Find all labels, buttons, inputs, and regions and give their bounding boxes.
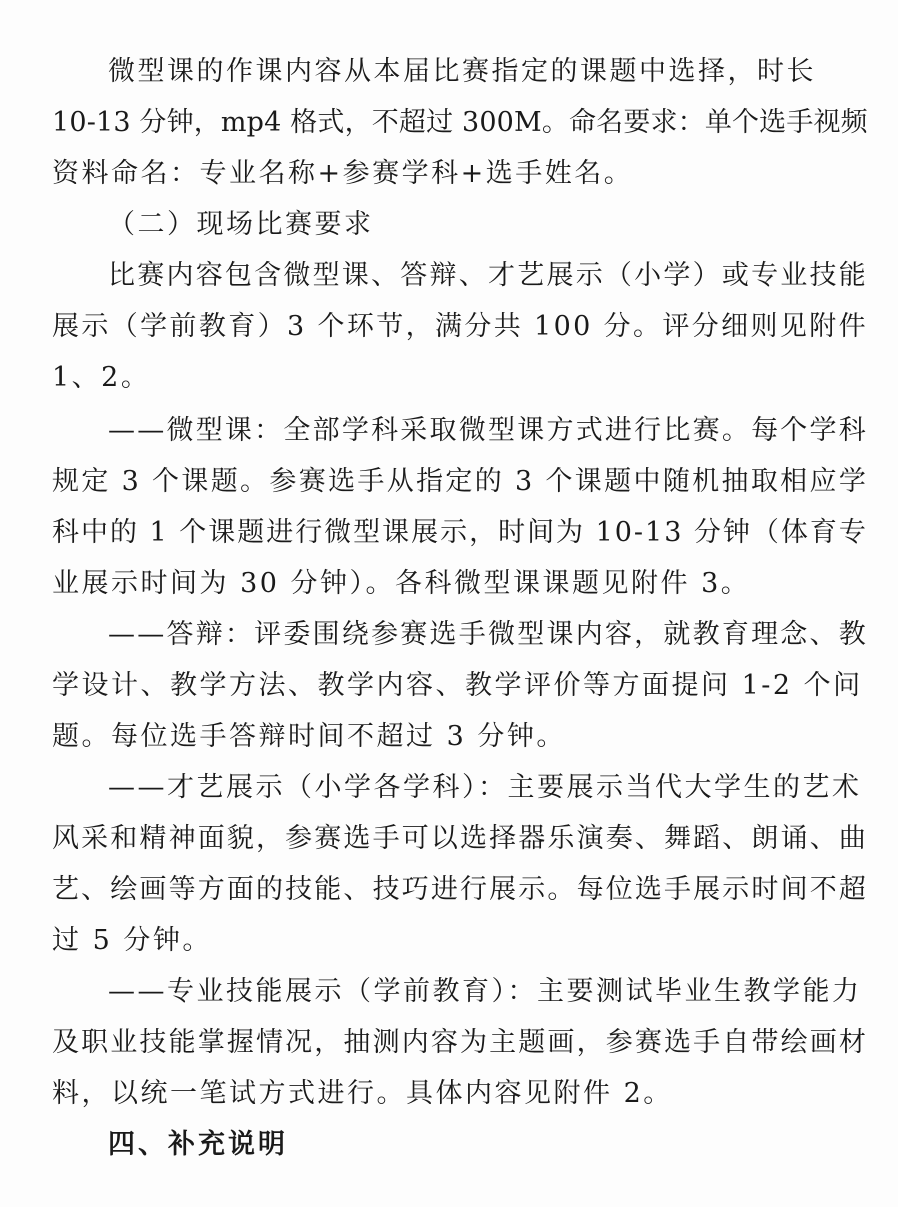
paragraph-3-line-2: 规定 3 个课题。参赛选手从指定的 3 个课题中随机抽取相应学 bbox=[52, 466, 869, 497]
paragraph-4-line-2: 学设计、教学方法、教学内容、教学评价等方面提问 1-2 个问 bbox=[52, 670, 863, 701]
paragraph-6-line-1: ——专业技能展示（学前教育）：主要测试毕业生教学能力 bbox=[108, 976, 862, 1007]
paragraph-2-line-1: 比赛内容包含微型课、答辩、才艺展示（小学）或专业技能 bbox=[108, 260, 868, 291]
paragraph-6-line-3: 料，以统一笔试方式进行。具体内容见附件 2。 bbox=[52, 1078, 673, 1109]
paragraph-2-line-3: 1、2。 bbox=[52, 362, 151, 393]
paragraph-5-line-3: 艺、绘画等方面的技能、技巧进行展示。每位选手展示时间不超 bbox=[52, 874, 868, 905]
subheading: （二）现场比赛要求 bbox=[108, 209, 374, 240]
paragraph-5-line-1: ——才艺展示（小学各学科）：主要展示当代大学生的艺术 bbox=[108, 772, 862, 803]
paragraph-1-line-2: 10-13 分钟，mp4 格式，不超过 300M。命名要求：单个选手视频 bbox=[52, 107, 868, 138]
paragraph-3-line-3: 科中的 1 个课题进行微型课展示，时间为 10-13 分钟（体育专 bbox=[52, 517, 868, 548]
paragraph-3-line-1: ——微型课：全部学科采取微型课方式进行比赛。每个学科 bbox=[108, 415, 868, 446]
paragraph-5-line-2: 风采和精神面貌，参赛选手可以选择器乐演奏、舞蹈、朗诵、曲 bbox=[52, 823, 868, 854]
section-heading: 四、补充说明 bbox=[108, 1129, 288, 1160]
paragraph-4-line-3: 题。每位选手答辩时间不超过 3 分钟。 bbox=[52, 721, 566, 752]
paragraph-1-line-3: 资料命名：专业名称+参赛学科+选手姓名。 bbox=[52, 158, 634, 189]
paragraph-3-line-4: 业展示时间为 30 分钟）。各科微型课课题见附件 3。 bbox=[52, 568, 751, 599]
paragraph-6-line-2: 及职业技能掌握情况，抽测内容为主题画，参赛选手自带绘画材 bbox=[52, 1027, 868, 1058]
paragraph-2-line-2: 展示（学前教育）3 个环节，满分共 100 分。评分细则见附件 bbox=[52, 311, 868, 342]
paragraph-5-line-4: 过 5 分钟。 bbox=[52, 925, 212, 956]
paragraph-4-line-1: ——答辩：评委围绕参赛选手微型课内容，就教育理念、教 bbox=[108, 619, 868, 650]
paragraph-1-line-1: 微型课的作课内容从本届比赛指定的课题中选择，时长 bbox=[108, 56, 816, 87]
